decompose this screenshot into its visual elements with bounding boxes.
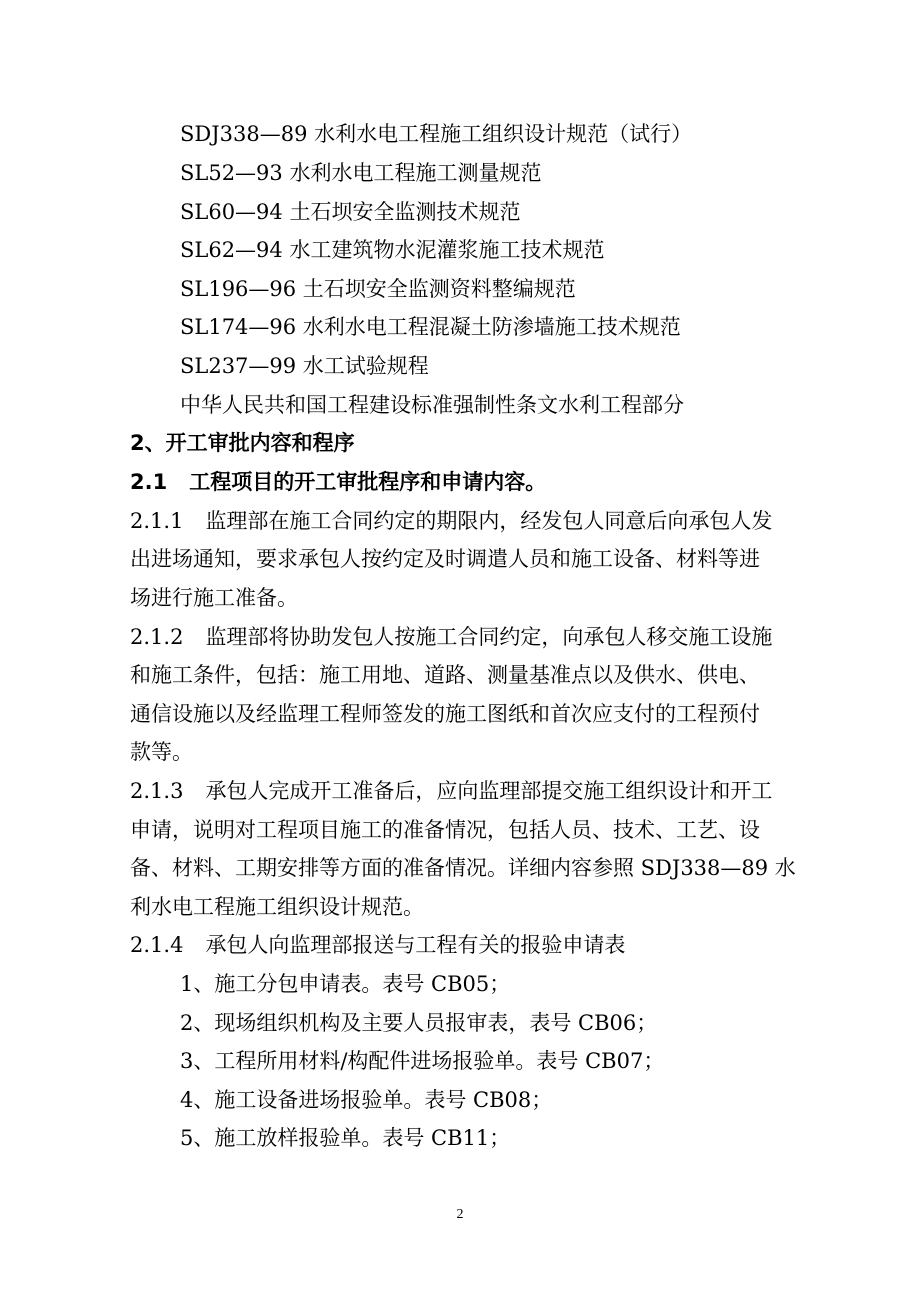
clause-text: 监理部将协助发包人按施工合同约定，向承包人移交施工设施 bbox=[205, 625, 773, 649]
standard-item: SL60—94 土石坝安全监测技术规范 bbox=[180, 200, 521, 224]
standard-item: SL237—99 水工试验规程 bbox=[180, 354, 429, 378]
clause-number: 2.1.3 bbox=[130, 779, 184, 803]
clause-2-1-1 bbox=[130, 502, 772, 540]
standard-item: SL196—96 土石坝安全监测资料整编规范 bbox=[180, 277, 576, 301]
subsection-title: 工程项目的开工审批程序和申请内容。 bbox=[189, 470, 547, 494]
clause-number: 2.1.2 bbox=[130, 625, 184, 649]
clause-text: 监理部在施工合同约定的期限内，经发包人同意后向承包人发 bbox=[205, 509, 773, 533]
clause-text: 承包人向监理部报送与工程有关的报验申请表 bbox=[205, 933, 626, 957]
clause-number: 2.1.4 bbox=[130, 933, 184, 957]
clause-text: 利水电工程施工组织设计规范。 bbox=[130, 895, 424, 919]
form-item: 2、现场组织机构及主要人员报审表，表号 CB06； bbox=[180, 1011, 658, 1035]
form-item: 4、施工设备进场报验单。表号 CB08； bbox=[180, 1088, 553, 1112]
standard-item: SL174—96 水利水电工程混凝土防渗墙施工技术规范 bbox=[180, 315, 681, 339]
standard-item: SDJ338—89 水利水电工程施工组织设计规范（试行） bbox=[180, 122, 693, 146]
clause-2-1-2 bbox=[130, 618, 772, 656]
section-heading: 2、开工审批内容和程序 bbox=[130, 431, 355, 455]
subsection-heading bbox=[130, 463, 546, 501]
clause-text: 款等。 bbox=[130, 740, 193, 764]
clause-text: 通信设施以及经监理工程师签发的施工图纸和首次应支付的工程预付 bbox=[130, 702, 760, 726]
clause-text: 出进场通知，要求承包人按约定及时调遣人员和施工设备、材料等进 bbox=[130, 547, 760, 571]
clause-text: 和施工条件，包括：施工用地、道路、测量基准点以及供水、供电、 bbox=[130, 663, 760, 687]
clause-2-1-3 bbox=[130, 772, 772, 810]
form-item: 5、施工放样报验单。表号 CB11； bbox=[180, 1126, 511, 1150]
standard-item: 中华人民共和国工程建设标准强制性条文水利工程部分 bbox=[180, 393, 684, 417]
clause-2-1-4 bbox=[130, 926, 625, 964]
clause-text: 申请，说明对工程项目施工的准备情况，包括人员、技术、工艺、设 bbox=[130, 818, 760, 842]
form-item: 1、施工分包申请表。表号 CB05； bbox=[180, 972, 511, 996]
clause-text: 场进行施工准备。 bbox=[130, 586, 298, 610]
clause-number: 2.1.1 bbox=[130, 509, 184, 533]
standard-item: SL62—94 水工建筑物水泥灌浆施工技术规范 bbox=[180, 238, 605, 262]
subsection-number: 2.1 bbox=[130, 470, 168, 494]
clause-text: 备、材料、工期安排等方面的准备情况。详细内容参照 SDJ338—89 水 bbox=[130, 856, 796, 880]
form-item: 3、工程所用材料/构配件进场报验单。表号 CB07； bbox=[180, 1049, 665, 1073]
standard-item: SL52—93 水利水电工程施工测量规范 bbox=[180, 161, 542, 185]
clause-text: 承包人完成开工准备后，应向监理部提交施工组织设计和开工 bbox=[205, 779, 773, 803]
page-number: 2 bbox=[456, 1207, 464, 1222]
